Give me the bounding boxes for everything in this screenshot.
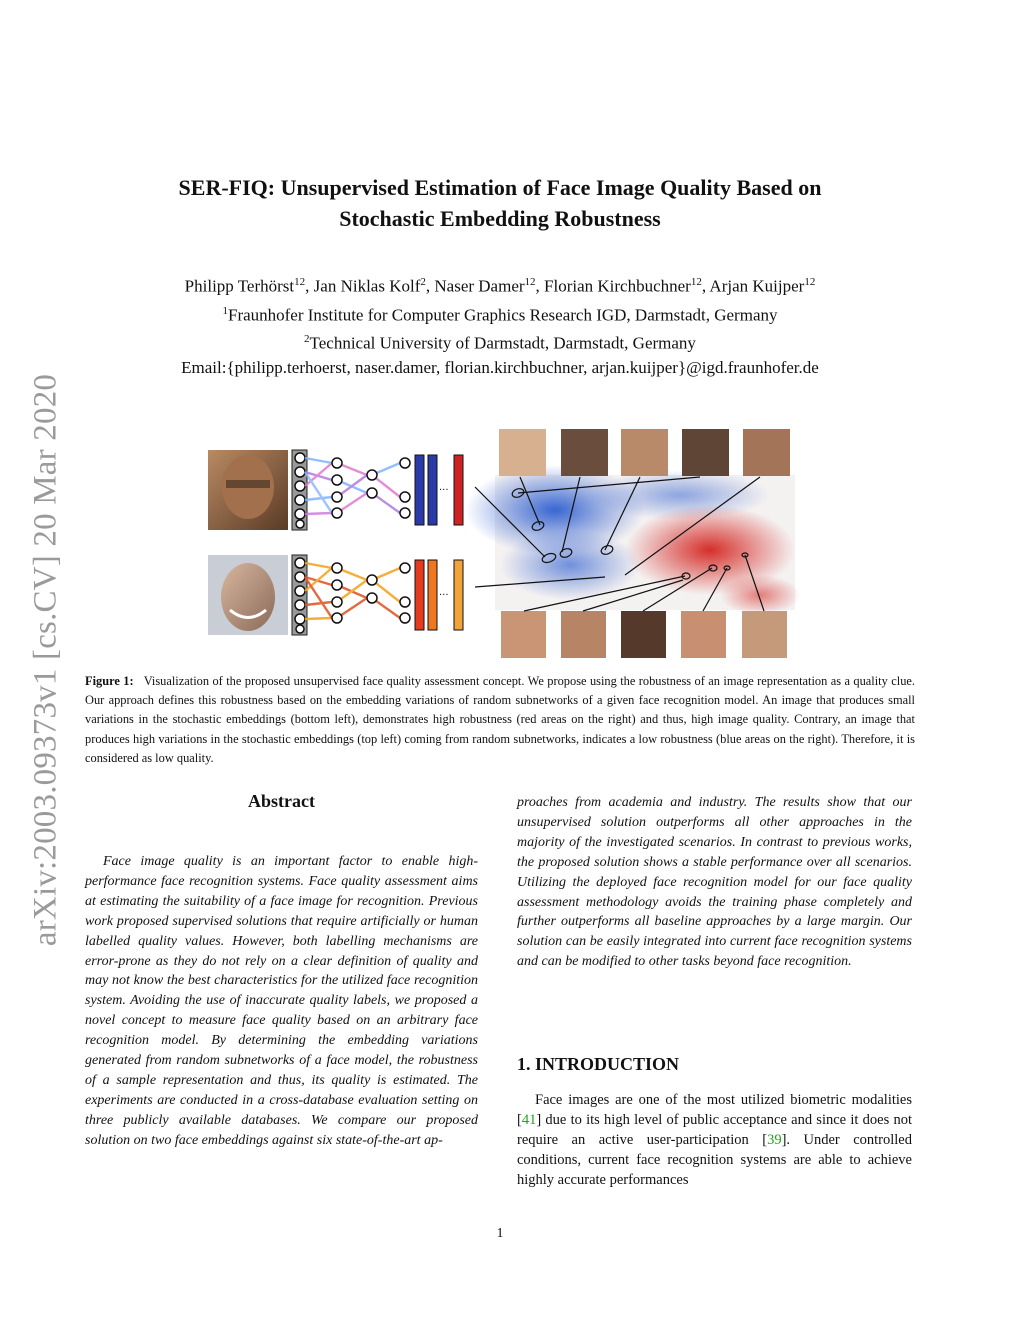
author-list — [100, 270, 900, 299]
low-quality-input-face — [208, 450, 288, 530]
caption-label: Figure 1: — [85, 674, 134, 688]
citation-link[interactable]: 41 — [521, 1111, 537, 1128]
figure-1-caption — [85, 672, 915, 768]
paper-title — [120, 172, 880, 234]
affil-marker: 2 — [304, 333, 310, 346]
introduction-heading: 1. INTRODUCTION — [517, 1054, 680, 1074]
author-affil: 12 — [524, 276, 536, 288]
quality-heatmap — [465, 465, 800, 615]
affiliation-1 — [100, 299, 900, 328]
author-block — [100, 270, 900, 380]
citation-link[interactable]: 39 — [767, 1131, 782, 1148]
intro-text-part: ] due to its high level of public acceptance and since it does not require an active user-participation [ — [517, 1111, 912, 1148]
email-line: Email:{philipp.terhoerst, naser.damer, florian.kirchbuchner, arjan.kuijper}@igd.fraunhofer.de — [181, 357, 819, 377]
author-name: Philipp Terhörst — [184, 276, 295, 296]
author-sep: , — [425, 276, 435, 296]
author-affil: 12 — [690, 276, 702, 288]
introduction-text — [517, 1091, 912, 1191]
figure-1 — [200, 425, 800, 660]
high-quality-input-face — [208, 555, 288, 635]
abstract-text-right: proaches from academia and industry. The results show that our unsupervised solution outperforms all other approaches in the majority of the investigated scenarios. In contrast to previous works, the proposed solution shows a stable performance over all scenarios. Utilizing the deployed face recognition model for our face quality assessment methodology avoids the training phase completely and further outperforms all baseline approaches by a large margin. Our solution can be easily integrated into current face recognition systems and can be modified to other tasks beyond face recognition. — [517, 795, 912, 970]
abstract-text-left: Face image quality is an important factor to enable high-performance face recognition systems. Face quality assessment aims at estimating the suitability of a face image for recognition. Previous work proposed supervised solutions that require artificially or human labelled quality values. However, both labelling mechanisms are error-prone as they do not rely on a clear definition of quality and may not know the best characteristics for the utilized face recognition system. Avoiding the use of inaccurate quality labels, we proposed a novel concept to measure face quality based on an arbitrary face recognition model. By determining the embedding variations generated from random subnetworks of a face model, the robustness of a sample representation and thus, its quality is estimated. The experiments are conducted in a cross-database evaluation setting on three publicly available databases. We compare our proposed solution on two face embeddings against six state-of-the-art ap- — [85, 854, 478, 1148]
bottom-network — [292, 555, 463, 635]
bottom-face-row — [501, 611, 787, 658]
author-sep: , — [701, 276, 710, 296]
arxiv-id: arXiv:2003.09373v1 [cs.CV] 20 Mar 2020 — [27, 373, 64, 947]
author-sep: , — [305, 276, 314, 296]
author-name: Naser Damer — [434, 276, 525, 296]
author-affil: 12 — [804, 276, 816, 288]
author-affil: 12 — [294, 276, 306, 288]
affil-text: Technical University of Darmstadt, Darmstadt, Germany — [309, 333, 696, 353]
affil-text: Fraunhofer Institute for Computer Graphics Research IGD, Darmstadt, Germany — [227, 305, 778, 325]
author-name: Jan Niklas Kolf — [313, 276, 421, 296]
intro-text-part: ]. Under controlled conditions, current face recognition systems are able to achieve highly accurate performances — [517, 1131, 912, 1188]
abstract-heading: Abstract — [248, 791, 315, 811]
author-sep: , — [535, 276, 545, 296]
caption-text: Visualization of the proposed unsupervised face quality assessment concept. We propose using the robustness of an image representation as a quality clue. Our approach defines this robustness based on the embedding variations of random subnetworks of a given face recognition model. An image that produces small variations in the stochastic embeddings (bottom left), demonstrates high robustness (red areas on the right) and thus, high image quality. Contrary, an image that produces high variations in the stochastic embeddings (top left) coming from random subnetworks, indicates a low robustness (blue areas on the right). Therefore, it is considered as low quality. — [85, 674, 915, 765]
top-face-row — [499, 429, 790, 476]
intro-text-part: Face images are one of the most utilized biometric modalities [ — [517, 1092, 912, 1128]
figure-1-illustration — [200, 425, 800, 660]
top-network — [292, 450, 463, 530]
affil-marker: 1 — [222, 304, 228, 317]
author-name: Florian Kirchbuchner — [544, 276, 691, 296]
author-affil: 2 — [420, 276, 426, 288]
svg-text:···: ··· — [439, 485, 449, 496]
title-line-2: Stochastic Embedding Robustness — [339, 206, 661, 231]
svg-text:···: ··· — [439, 590, 449, 601]
author-name: Arjan Kuijper — [709, 276, 805, 296]
title-line-1: SER-FIQ: Unsupervised Estimation of Face Image Quality Based on — [178, 175, 822, 200]
page-number: 1 — [496, 1226, 504, 1241]
affiliation-2 — [100, 327, 900, 356]
